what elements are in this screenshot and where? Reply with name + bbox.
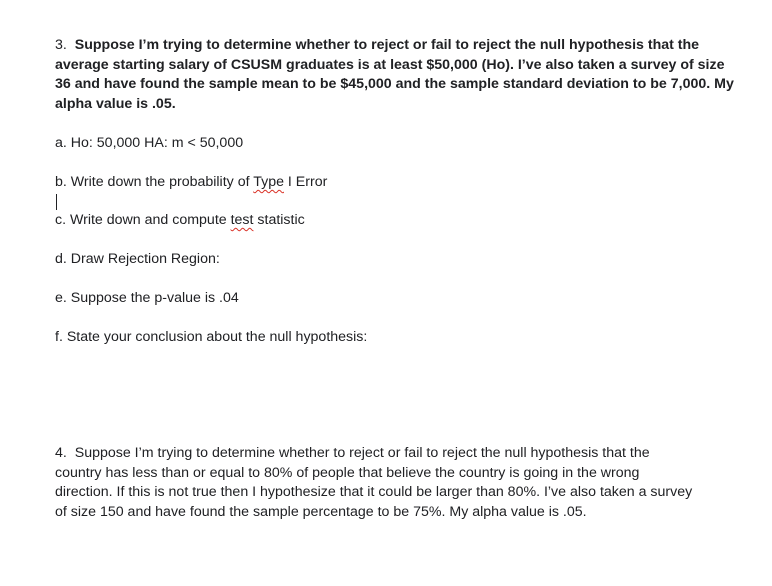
item-b: [55, 173, 327, 192]
text-cursor: [56, 194, 57, 210]
question-4-number: 4.: [55, 445, 67, 461]
question-4: [55, 444, 695, 522]
question-3: [55, 36, 735, 114]
item-f: f. State your conclusion about the null hypothesis:: [55, 329, 368, 345]
item-c-text-start: c. Write down and compute: [55, 212, 231, 228]
spellcheck-word-test[interactable]: test: [230, 212, 254, 228]
item-b-text-end: I Error: [283, 174, 328, 190]
item-c-text-end: statistic: [253, 212, 305, 228]
question-4-text: Suppose I’m trying to determine whether to reject or fail to reject the null hypothesis that the country has less than or equal to 80% of people that believe the country is going in the wrong direction. If this is not true then I hypothesize that it could be larger than 80%. I’ve also taken a survey of size 150 and have found the sample percentage to be 75%. My alpha value is .05.: [55, 445, 693, 520]
item-e: e. Suppose the p-value is .04: [55, 290, 239, 306]
item-a: a. Ho: 50,000 HA: m < 50,000: [55, 135, 244, 151]
spellcheck-word-type[interactable]: Type: [253, 174, 284, 190]
item-d: d. Draw Rejection Region:: [55, 251, 220, 267]
question-3-number: 3.: [55, 37, 67, 53]
item-c: [55, 211, 305, 230]
item-b-text-start: b. Write down the probability of: [55, 174, 254, 190]
question-3-text: Suppose I’m trying to determine whether to reject or fail to reject the null hypothesis that the average starting salary of CSUSM graduates is at least $50,000 (Ho). I’ve also taken a survey of size 36 and have found the sample mean to be $45,000 and the sample standard deviation to be 7,000. My alpha value is .05.: [55, 37, 734, 112]
